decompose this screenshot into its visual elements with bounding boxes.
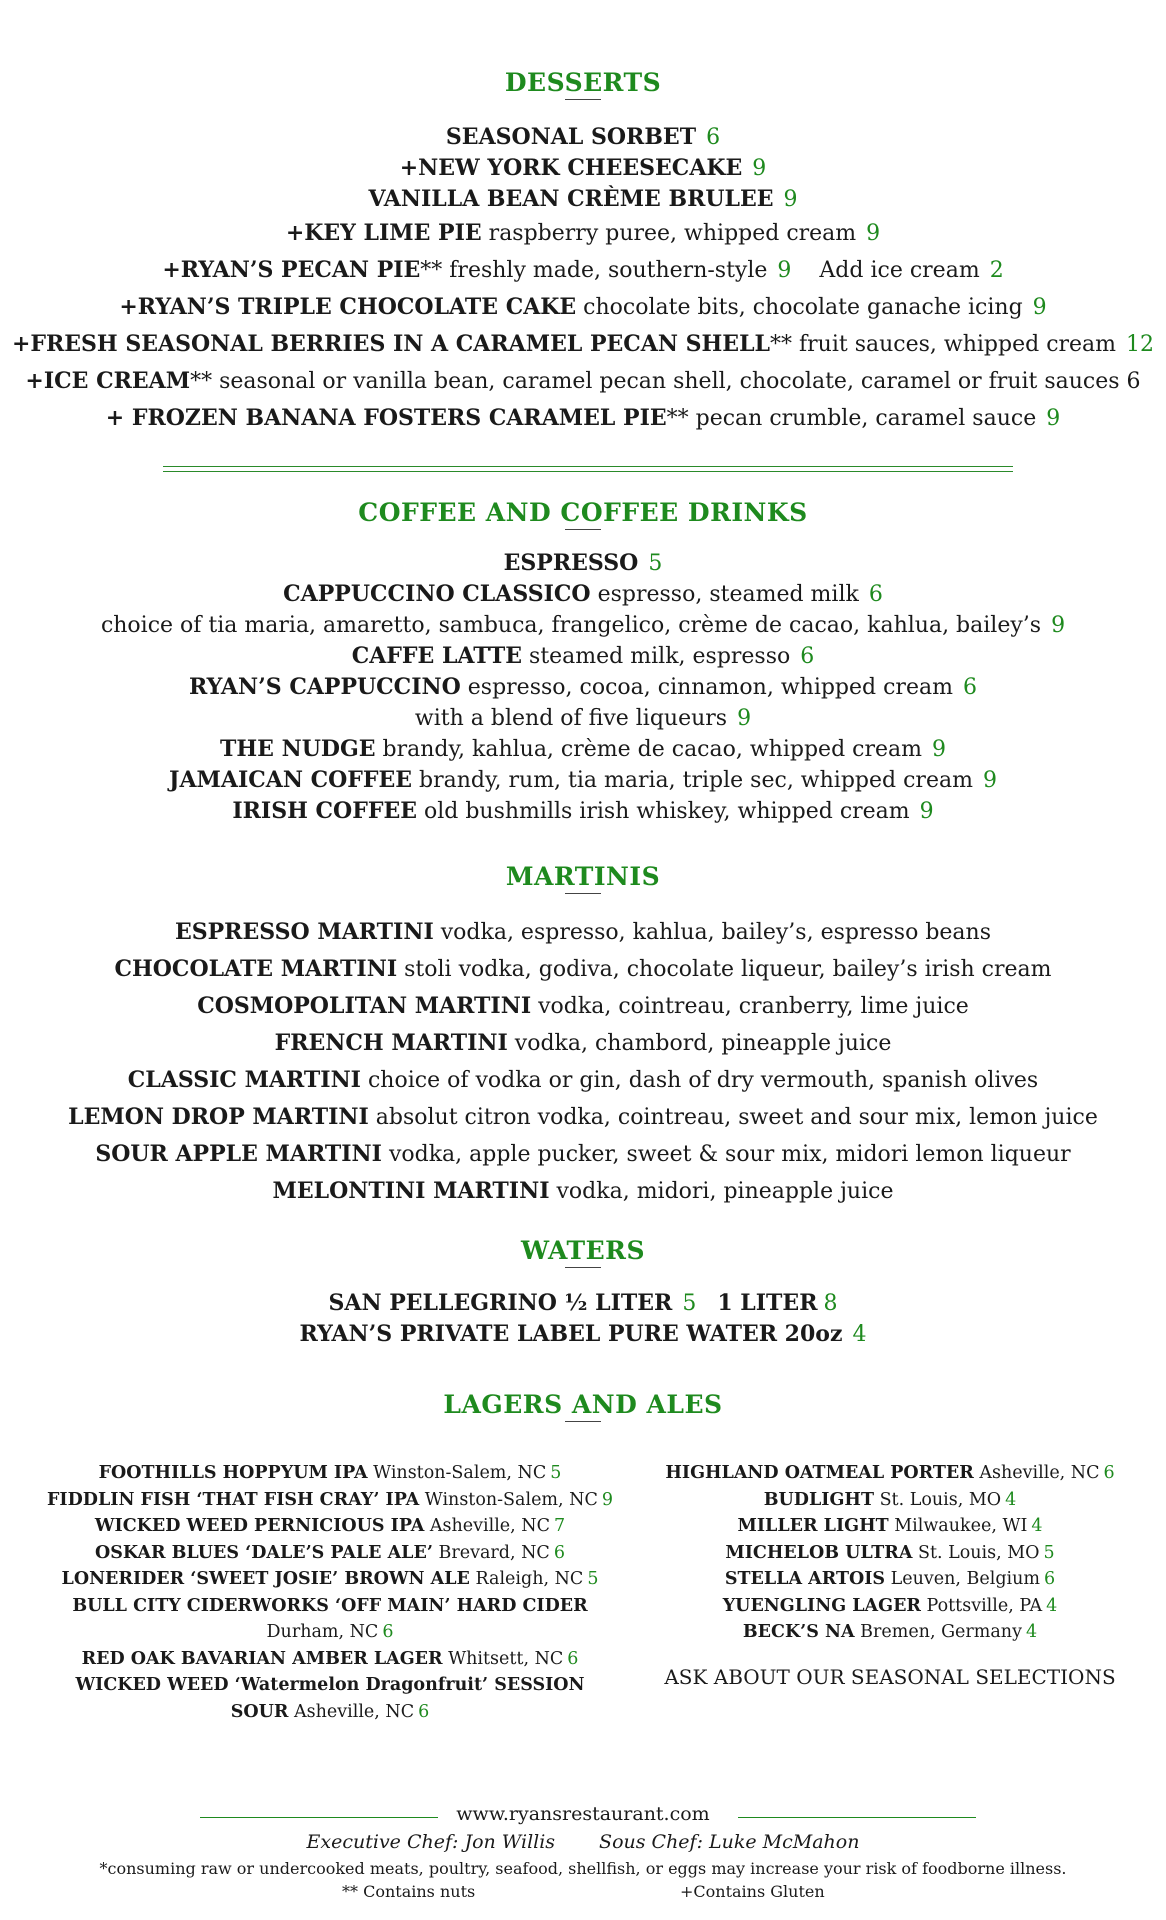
- water-item: RYAN’S PRIVATE LABEL PURE WATER 20oz 4: [299, 1321, 867, 1347]
- beers-left-column: [20, 1460, 640, 1725]
- gluten-note: +Contains Gluten: [680, 1882, 825, 1901]
- title-underline: [565, 893, 601, 894]
- desserts-title: DESSERTS: [504, 68, 662, 97]
- sous-chef: Sous Chef: Luke McMahon: [599, 1831, 860, 1853]
- coffee-title: COFFEE AND COFFEE DRINKS: [358, 498, 808, 527]
- martinis-title: MARTINIS: [505, 862, 661, 891]
- martini-item: FRENCH MARTINI vodka, chambord, pineapple juice: [274, 1030, 892, 1056]
- beers-right-column: [640, 1460, 1140, 1690]
- desserts-section: [0, 68, 1166, 437]
- dessert-item: +RYAN’S PECAN PIE** freshly made, southern-style 9 Add ice cream 2: [162, 257, 1004, 283]
- coffee-item: CAPPUCCINO CLASSICO espresso, steamed milk 6: [283, 581, 883, 607]
- coffee-list: [0, 548, 1166, 827]
- food-safety-warning: *consuming raw or undercooked meats, poultry, seafood, shellfish, or eggs may increase your risk of foodborne illness.: [99, 1859, 1067, 1878]
- dessert-item: VANILLA BEAN CRÈME BRULEE 9: [368, 186, 798, 212]
- waters-title: WATERS: [521, 1236, 645, 1265]
- coffee-item: CAFFE LATTE steamed milk, espresso 6: [351, 643, 815, 669]
- coffee-item: choice of tia maria, amaretto, sambuca, frangelico, crème de cacao, kahlua, bailey’s 9: [100, 613, 1066, 638]
- water-item: SAN PELLEGRINO ½ LITER 5 1 LITER 8: [328, 1290, 838, 1316]
- coffee-item: THE NUDGE brandy, kahlua, crème de cacao, whipped cream 9: [220, 736, 946, 762]
- website: www.ryansrestaurant.com: [456, 1803, 710, 1825]
- beer-item: STELLA ARTOIS Leuven, Belgium 6: [724, 1569, 1056, 1589]
- beer-item: YUENGLING LAGER Pottsville, PA 4: [722, 1595, 1058, 1616]
- beer-item: WICKED WEED ‘Watermelon Dragonfruit’ SESSION SOUR Asheville, NC 6: [75, 1675, 585, 1722]
- coffee-item: IRISH COFFEE old bushmills irish whiskey, whipped cream 9: [232, 798, 934, 824]
- martinis-section: [0, 862, 1166, 1210]
- dessert-item: +ICE CREAM** seasonal or vanilla bean, caramel pecan shell, chocolate, caramel or fruit sauces 6: [25, 368, 1141, 394]
- beers-section: [0, 1390, 1166, 1422]
- coffee-item: RYAN’S CAPPUCCINO espresso, cocoa, cinnamon, whipped cream 6: [189, 674, 977, 700]
- beer-item: FIDDLIN FISH ‘THAT FISH CRAY’ IPA Winston-Salem, NC 9: [47, 1489, 613, 1510]
- chef-credits: [0, 1831, 1166, 1853]
- title-underline: [565, 99, 601, 100]
- beer-item: BUDLIGHT St. Louis, MO 4: [763, 1489, 1017, 1510]
- waters-list: [0, 1288, 1166, 1350]
- coffee-item: with a blend of five liqueurs 9: [414, 706, 752, 731]
- beer-item: MICHELOB ULTRA St. Louis, MO 5: [725, 1542, 1055, 1563]
- dessert-item: +KEY LIME PIE raspberry puree, whipped cream 9: [285, 220, 881, 246]
- coffee-item: JAMAICAN COFFEE brandy, rum, tia maria, triple sec, whipped cream 9: [169, 767, 997, 793]
- waters-section: [0, 1236, 1166, 1350]
- beer-item: WICKED WEED PERNICIOUS IPA Asheville, NC 7: [94, 1516, 566, 1536]
- title-underline: [565, 1267, 601, 1268]
- martini-item: SOUR APPLE MARTINI vodka, apple pucker, sweet & sour mix, midori lemon liqueur: [95, 1141, 1071, 1167]
- dessert-item: +NEW YORK CHEESECAKE 9: [399, 155, 767, 181]
- coffee-section: [0, 498, 1166, 827]
- dessert-item: + FROZEN BANANA FOSTERS CARAMEL PIE** pecan crumble, caramel sauce 9: [105, 405, 1061, 431]
- beer-item: RED OAK BAVARIAN AMBER LAGER Whitsett, NC 6: [81, 1648, 579, 1669]
- martini-item: LEMON DROP MARTINI absolut citron vodka, cointreau, sweet and sour mix, lemon juice: [68, 1104, 1098, 1130]
- beer-item: OSKAR BLUES ‘DALE’S PALE ALE’ Brevard, NC 6: [95, 1542, 565, 1563]
- seasonal-note: ASK ABOUT OUR SEASONAL SELECTIONS: [664, 1664, 1116, 1689]
- coffee-item: ESPRESSO 5: [503, 550, 663, 576]
- dessert-item: +RYAN’S TRIPLE CHOCOLATE CAKE chocolate bits, chocolate ganache icing 9: [119, 294, 1047, 320]
- beer-item: BULL CITY CIDERWORKS ‘OFF MAIN’ HARD CIDER Durham, NC 6: [72, 1595, 588, 1642]
- title-underline: [565, 529, 601, 530]
- beer-item: HIGHLAND OATMEAL PORTER Asheville, NC 6: [665, 1463, 1115, 1483]
- desserts-list: [0, 122, 1166, 437]
- beer-item: LONERIDER ‘SWEET JOSIE’ BROWN ALE Raleigh, NC 5: [61, 1569, 599, 1589]
- section-divider: [163, 466, 1013, 472]
- martini-item: CHOCOLATE MARTINI stoli vodka, godiva, chocolate liqueur, bailey’s irish cream: [114, 956, 1052, 982]
- martini-item: COSMOPOLITAN MARTINI vodka, cointreau, cranberry, lime juice: [197, 993, 969, 1019]
- nuts-note: ** Contains nuts: [342, 1882, 476, 1901]
- martini-item: CLASSIC MARTINI choice of vodka or gin, dash of dry vermouth, spanish olives: [127, 1067, 1039, 1093]
- martini-item: MELONTINI MARTINI vodka, midori, pineapple juice: [272, 1178, 894, 1204]
- beer-item: MILLER LIGHT Milwaukee, WI 4: [737, 1516, 1043, 1536]
- beer-item: BECK’S NA Bremen, Germany 4: [742, 1622, 1038, 1642]
- dessert-item: SEASONAL SORBET 6: [445, 124, 721, 150]
- beers-title: LAGERS AND ALES: [443, 1390, 723, 1419]
- dessert-item: +FRESH SEASONAL BERRIES IN A CARAMEL PECAN SHELL** fruit sauces, whipped cream 12: [11, 331, 1155, 357]
- executive-chef: Executive Chef: Jon Willis: [306, 1831, 556, 1853]
- martini-item: ESPRESSO MARTINI vodka, espresso, kahlua, bailey’s, espresso beans: [174, 919, 992, 945]
- title-underline: [565, 1421, 601, 1422]
- martinis-list: [0, 914, 1166, 1210]
- beer-item: FOOTHILLS HOPPYUM IPA Winston-Salem, NC 5: [98, 1463, 562, 1483]
